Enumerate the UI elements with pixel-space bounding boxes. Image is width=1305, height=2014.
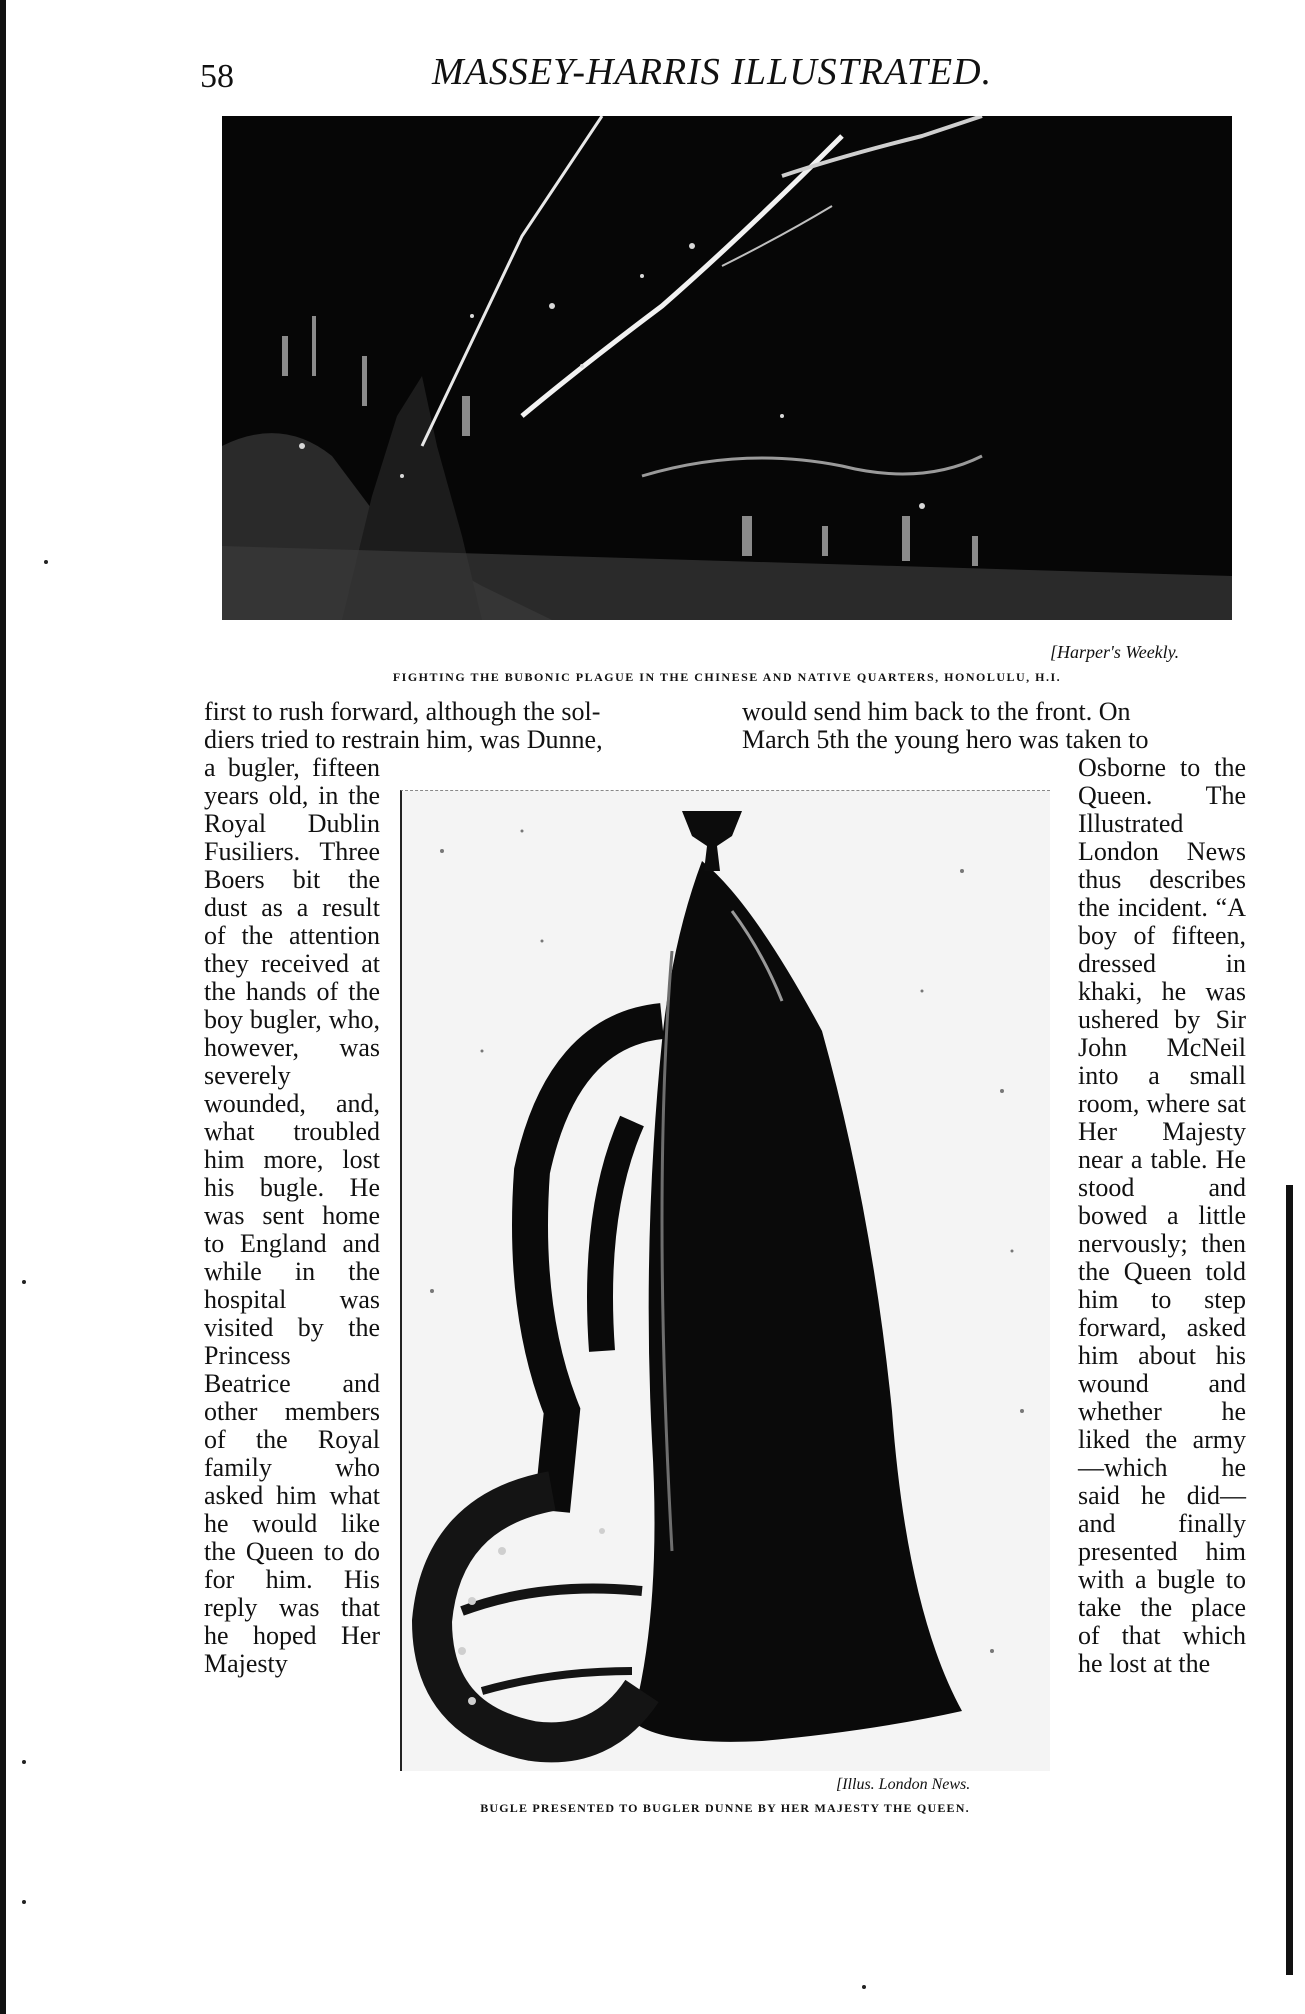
text-line: first to rush forward, although the sol- (204, 697, 601, 726)
body-text-top-right (742, 698, 1242, 754)
text-line: would send him back to the front. On (742, 697, 1131, 726)
running-title: MASSEY-HARRIS ILLUSTRATED. (432, 51, 993, 93)
bugle-photo-caption: BUGLE PRESENTED TO BUGLER DUNNE BY HER MAJESTY THE QUEEN. (480, 1801, 970, 1815)
top-photo-credit: [Harper's Weekly. (1050, 642, 1180, 662)
text-line: diers tried to restrain him, was Dunne, (204, 725, 603, 754)
plague-fire-illustration (222, 116, 1232, 620)
body-text-top-left (204, 698, 699, 754)
print-speck (862, 1985, 866, 1989)
text-line: March 5th the young hero was taken to (742, 725, 1149, 754)
binding-edge-rule (1286, 1185, 1293, 1975)
body-text-right-column: Osborne to the Queen. The Illustrated London News thus describes the incident. “A boy of fifteen, dressed in khaki, he was ushered by Sir John McNeil into a small room, where sat Her Majesty near a table. He stood and bowed a little nervously; then the Queen told him to step forward, asked him about his wound and whether he liked the army—which he said he did—and finally presented him with a bugle to take the place of that which he lost at the (1078, 753, 1246, 1678)
bugle-photo-credit: [Illus. London News. (836, 1776, 971, 1793)
print-speck (22, 1900, 26, 1904)
bugle-photo (400, 790, 1050, 1771)
page-number: 58 (200, 58, 234, 95)
bugle-illustration (402, 791, 1050, 1771)
page-edge-rule (0, 0, 6, 2014)
print-speck (22, 1760, 26, 1764)
print-speck (22, 1280, 26, 1284)
plague-fire-photo (222, 116, 1232, 620)
print-speck (44, 560, 48, 564)
body-text-left-column: a bugler, fifteen years old, in the Royal Dublin Fusiliers. Three Boers bit the dust as a result of the attention they received at the hands of the boy bugler, who, however, was severely wounded, and, what troubled him more, lost his bugle. He was sent home to England and while in the hospital was visited by the Princess Beatrice and other members of the Royal family who asked him what he would like the Queen to do for him. His reply was that he hoped Her Majesty (204, 753, 380, 1678)
top-photo-caption: FIGHTING THE BUBONIC PLAGUE IN THE CHINESE AND NATIVE QUARTERS, HONOLULU, H.I. (392, 670, 1062, 684)
